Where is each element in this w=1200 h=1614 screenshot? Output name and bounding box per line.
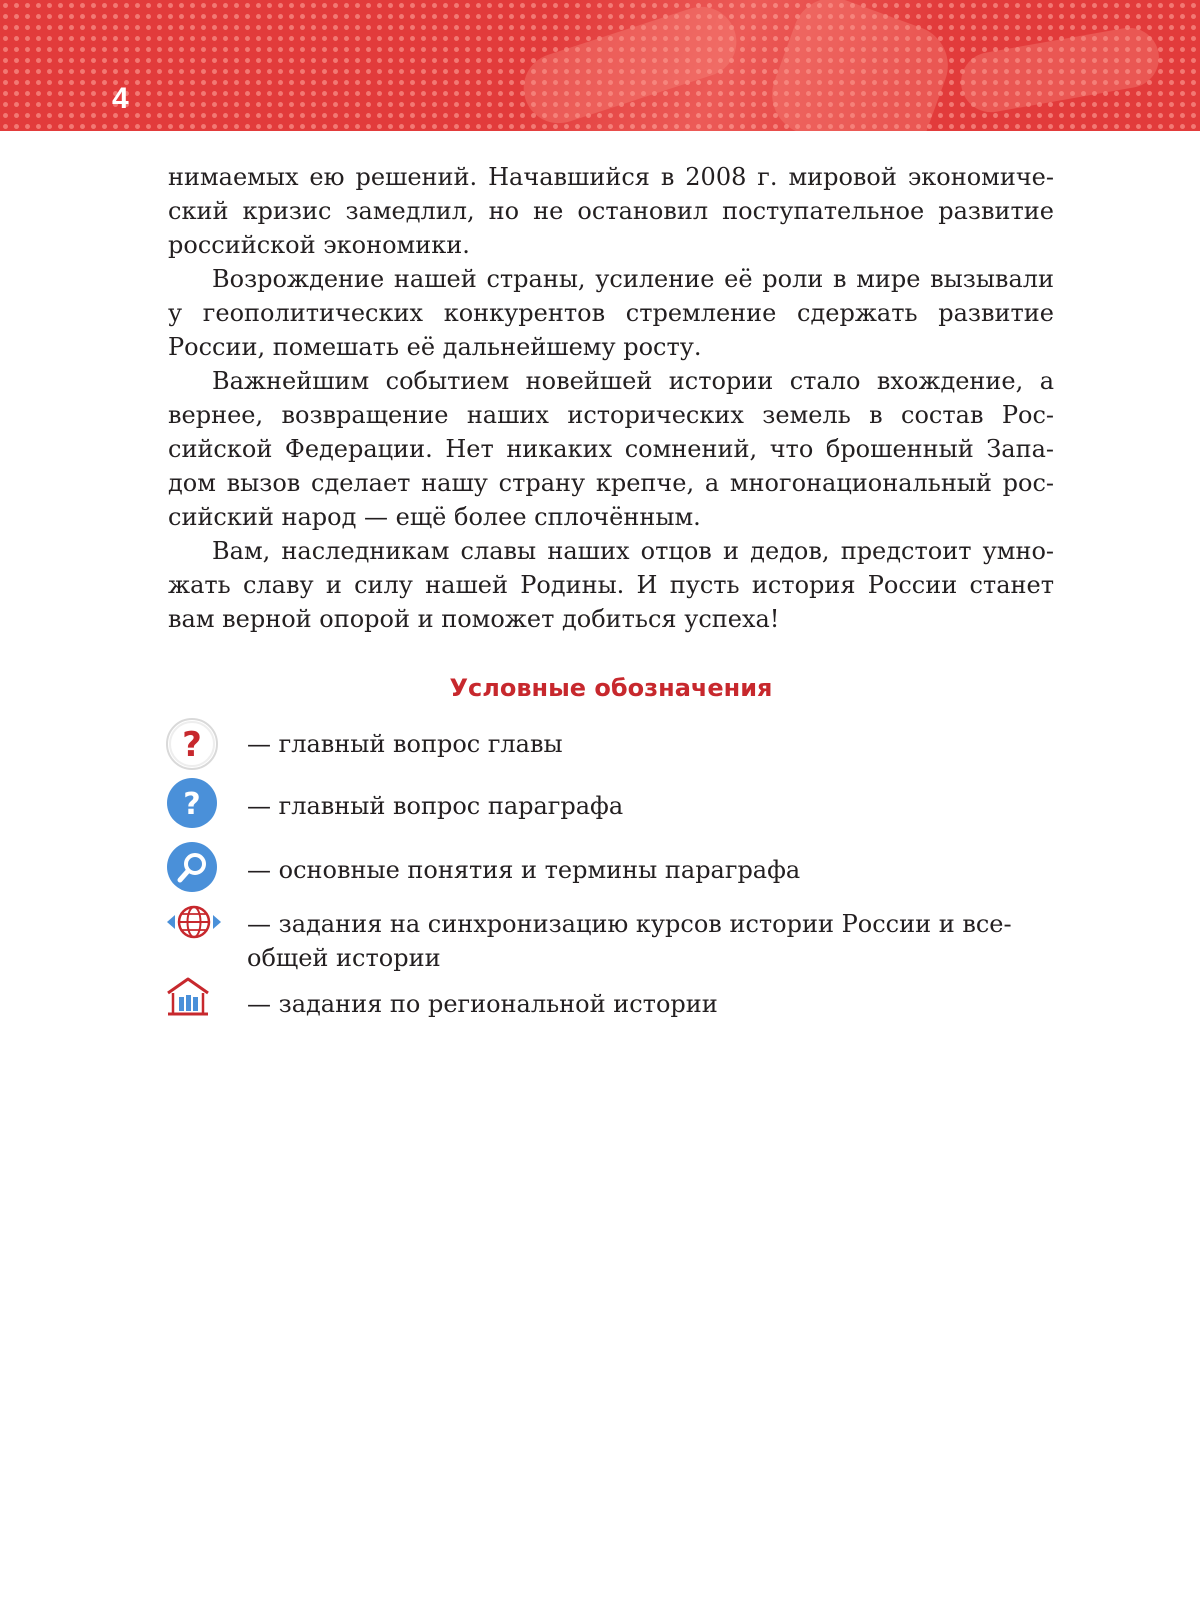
legend-text: — главный вопрос параграфа — [247, 792, 624, 820]
legend-text: — задания на синхронизацию курсов истории России и всеобщей истории — [247, 910, 1012, 972]
paragraph: Вам, наследникам славы наших отцов и дедов, предстоит умножать славу и силу нашей Родины. И пусть история России станет вам верной опорой и поможет добиться успеха! — [168, 537, 1054, 633]
globe-sync-icon — [165, 900, 223, 953]
svg-text:?: ? — [183, 787, 201, 822]
regional-house-icon — [165, 975, 211, 1028]
page-number: 4 — [112, 82, 129, 115]
chapter-question-icon — [165, 717, 219, 780]
header-band — [0, 0, 1200, 131]
paragraph-question-icon — [165, 776, 219, 839]
paragraph: Возрождение нашей страны, усиление её роли в мире вызывали у геополитических конкурентов стремление сдержать развитие России, помешать её дальнейшему росту. — [168, 265, 1054, 361]
paragraph: нимаемых ею решений. Начавшийся в 2008 г. мировой экономический кризис замедлил, но не остановил поступательное развитие российской экономики. — [168, 163, 1054, 259]
legend-text: — главный вопрос главы — [247, 730, 563, 758]
svg-text:?: ? — [182, 725, 202, 765]
legend-text: — задания по региональной истории — [247, 990, 718, 1018]
body-text — [168, 160, 1054, 636]
magnifier-icon — [165, 840, 219, 903]
legend-text: — основные понятия и термины параграфа — [247, 856, 801, 884]
legend-title: Условные обозначения — [449, 674, 773, 702]
paragraph: Важнейшим событием новейшей истории стало вхождение, а вернее, возвращение наших исторических земель в состав Российской Федерации. Нет никаких сомнений, что брошенный Западом вызов сделает нашу страну крепче, а многонациональный российский народ — ещё более сплочённым. — [168, 367, 1054, 531]
